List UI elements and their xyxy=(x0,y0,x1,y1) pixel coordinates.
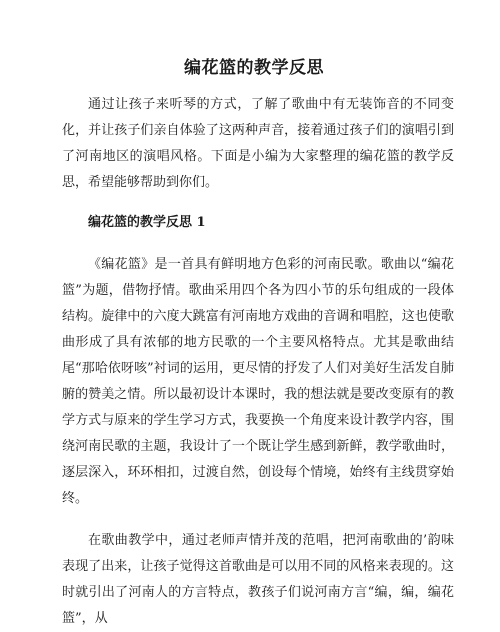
intro-paragraph: 通过让孩子来听琴的方式，了解了歌曲中有无装饰音的不同变化，并让孩子们亲自体验了这两种声音，接着通过孩子们的演唱引到了河南地区的演唱风格。下面是小编为大家整理的编花篮的教学反思，希望能够帮助到你们。 xyxy=(62,97,454,190)
document-title: 编花篮的教学反思 xyxy=(184,58,324,78)
body-paragraph-2: 在歌曲教学中，通过老师声情并茂的范唱，把河南歌曲的’韵味表现了出来，让孩子觉得这首歌曲是可以用不同的风格来表现的。这时就引出了河南人的方言特点，教孩子们说河南方言“编，编，编花篮”，从 xyxy=(62,533,454,626)
body-paragraph-1: 《编花篮》是一首具有鲜明地方色彩的河南民歌。歌曲以“编花篮”为题，借物抒情。歌曲采用四个各为四小节的乐句组成的一段体结构。旋律中的六度大跳富有河南地方戏曲的音调和唱腔，这也使歌曲形成了具有浓郁的地方民歌的一个主要风格特点。尤其是歌曲结尾“那哈依呀咳”衬词的运用，更尽情的抒发了人们对美好生活发自肺腑的赞美之情。所以最初设计本课时，我的想法就是要改变原有的教学方式与原来的学生学习方式，我要换一个角度来设计教学内容，围绕河南民歌的主题，我设计了一个既让学生感到新鲜，教学歌曲时，逐层深入，环环相扣，过渡自然，创设每个情境，始终有主线贯穿始终。 xyxy=(62,257,454,506)
section-heading: 编花篮的教学反思 1 xyxy=(88,215,206,230)
